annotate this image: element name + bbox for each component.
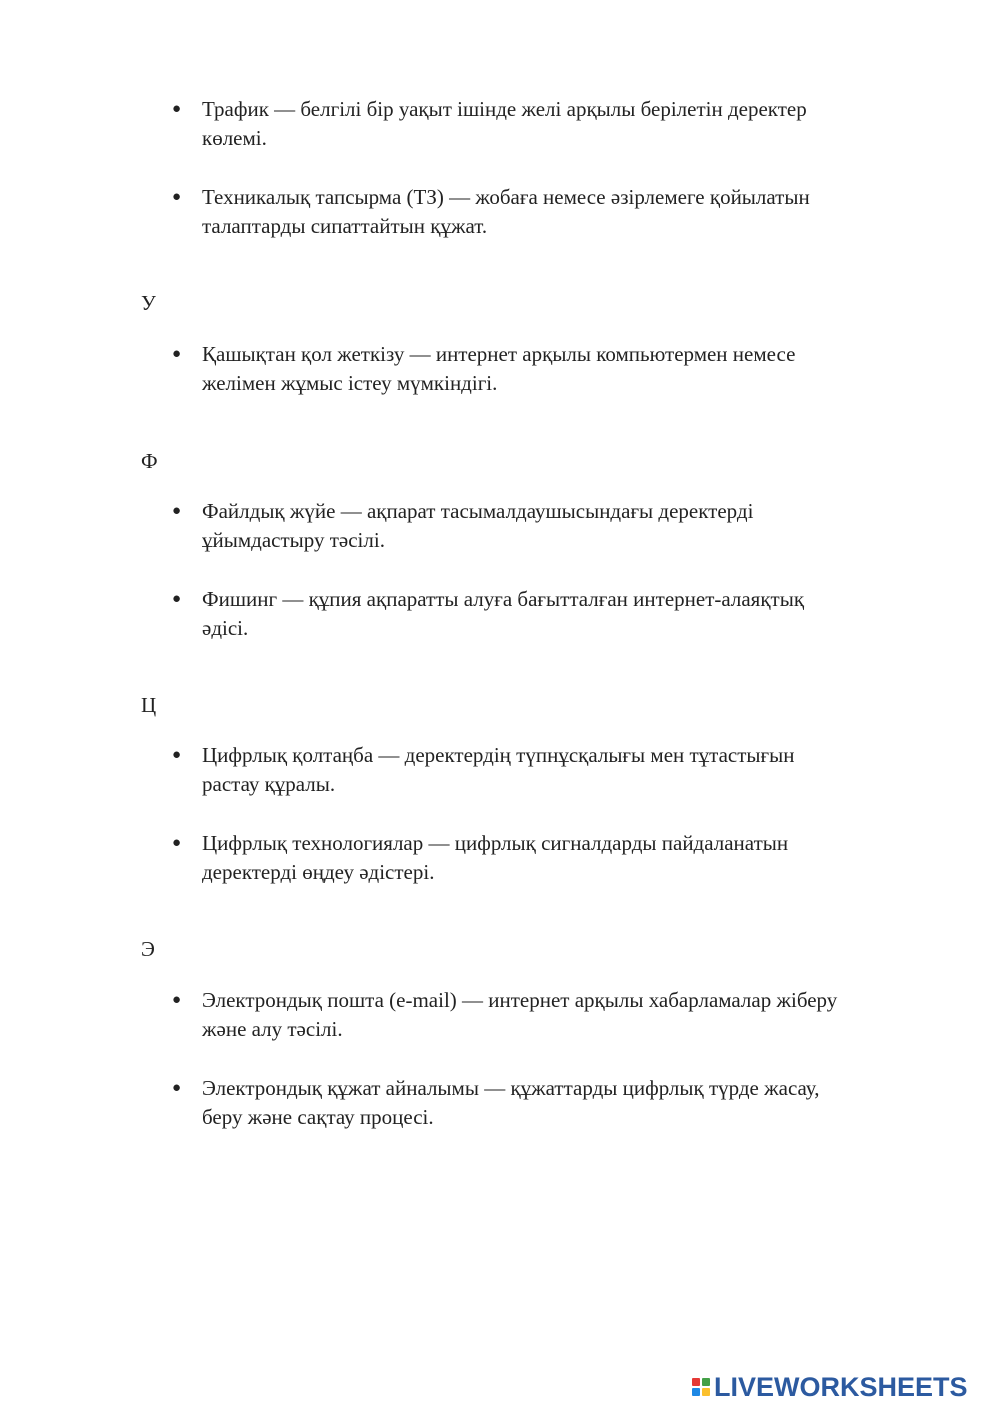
glossary-item-file-system (202, 497, 922, 555)
logo-square (692, 1378, 700, 1386)
section-letter-f: Ф (141, 449, 158, 473)
term-line: талаптарды сипаттайтын құжат. (202, 214, 488, 238)
term-line: Цифрлық технологиялар — цифрлық сигналдарды пайдаланатын (202, 831, 789, 855)
liveworksheets-logo (692, 1372, 968, 1402)
term-line: ұйымдастыру тәсілі. (202, 528, 385, 552)
bullet-icon: ● (172, 503, 182, 519)
term-line: Файлдық жүйе — ақпарат тасымалдаушысындағы деректерді (202, 499, 754, 523)
bullet-icon: ● (172, 835, 182, 851)
section-letter-u: У (141, 291, 156, 315)
term-line: Қашықтан қол жеткізу — интернет арқылы компьютермен немесе (202, 342, 796, 366)
glossary-item-email (202, 986, 922, 1044)
section-letter-e: Э (141, 937, 155, 961)
logo-square (702, 1378, 710, 1386)
bullet-icon: ● (172, 747, 182, 763)
bullet-icon: ● (172, 346, 182, 362)
term-line: Техникалық тапсырма (ТЗ) — жобаға немесе әзірлемеге қойылатын (202, 185, 810, 209)
section-letter-ts: Ц (141, 693, 157, 717)
term-line: желімен жұмыс істеу мүмкіндігі. (202, 371, 498, 395)
term-line: Электрондық құжат айналымы — құжаттарды цифрлық түрде жасау, (202, 1076, 820, 1100)
bullet-icon: ● (172, 1080, 182, 1096)
logo-square (692, 1388, 700, 1396)
term-line: Трафик — белгілі бір уақыт ішінде желі арқылы берілетін деректер (202, 97, 807, 121)
term-line: деректерді өңдеу әдістері. (202, 860, 435, 884)
term-line: және алу тәсілі. (202, 1017, 343, 1041)
glossary-item-technical-spec (202, 183, 922, 241)
bullet-icon: ● (172, 189, 182, 205)
glossary-item-digital-signature (202, 741, 922, 799)
glossary-item-phishing (202, 585, 922, 643)
term-line: Фишинг — құпия ақпаратты алуға бағытталған интернет-алаяқтық (202, 587, 805, 611)
term-line: растау құралы. (202, 772, 336, 796)
logo-text: LIVEWORKSHEETS (714, 1372, 968, 1402)
glossary-item-digital-technologies (202, 829, 922, 887)
bullet-icon: ● (172, 101, 182, 117)
bullet-icon: ● (172, 591, 182, 607)
bullet-icon: ● (172, 992, 182, 1008)
term-line: Электрондық пошта (e-mail) — интернет арқылы хабарламалар жіберу (202, 988, 838, 1012)
term-line: беру және сақтау процесі. (202, 1105, 434, 1129)
liveworksheets-mark-icon (692, 1378, 710, 1396)
logo-square (702, 1388, 710, 1396)
glossary-item-traffic (202, 95, 922, 153)
term-line: әдісі. (202, 616, 249, 640)
term-line: көлемі. (202, 126, 267, 150)
glossary-item-remote-access (202, 340, 922, 398)
term-line: Цифрлық қолтаңба — деректердің түпнұсқалығы мен тұтастығын (202, 743, 795, 767)
glossary-item-edocument-flow (202, 1074, 922, 1132)
